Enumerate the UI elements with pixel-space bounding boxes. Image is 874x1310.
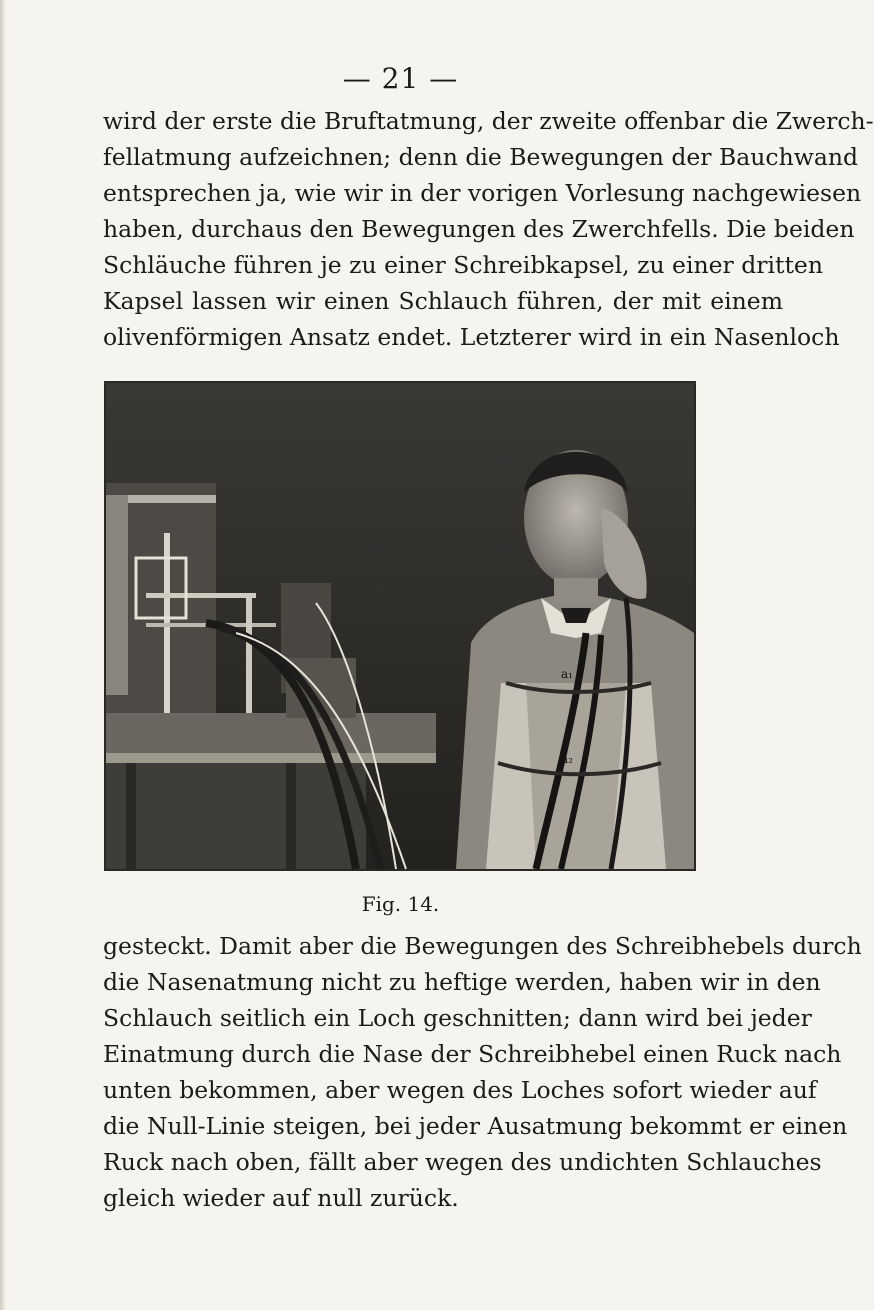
text-line: Einatmung durch die Nase der Schreibhebel einen Ruck nach xyxy=(103,1040,842,1068)
text-line: entsprechen ja, wie wir in der vorigen Vorlesung nachgewiesen xyxy=(103,179,862,207)
page-number: — 21 — xyxy=(342,62,459,95)
label-a2: a₂ xyxy=(561,752,573,766)
figure-photograph xyxy=(104,381,696,871)
text-line: fellatmung aufzeichnen; denn die Bewegungen der Bauchwand xyxy=(103,143,859,171)
text-line: Schlauch seitlich ein Loch geschnitten; dann wird bei jeder xyxy=(103,1004,812,1032)
text-line: unten bekommen, aber wegen des Loches sofort wieder auf xyxy=(103,1076,817,1104)
page-edge xyxy=(0,0,6,1310)
text-line: die Nasenatmung nicht zu heftige werden, haben wir in den xyxy=(103,968,821,996)
text-line: haben, durchaus den Bewegungen des Zwerchfells. Die beiden xyxy=(103,215,855,243)
figure-caption: Fig. 14. xyxy=(361,892,440,916)
text-line: wird der erste die Bruftatmung, der zweite offenbar die Zwerch- xyxy=(103,107,874,135)
text-line: die Null-Linie steigen, bei jeder Ausatmung bekommt er einen xyxy=(103,1112,848,1140)
label-a1: a₁ xyxy=(561,667,573,681)
text-line: gesteckt. Damit aber die Bewegungen des Schreibhebels durch xyxy=(103,932,862,960)
paragraph-bottom xyxy=(103,928,862,1216)
text-line: olivenförmigen Ansatz endet. Letzterer wird in ein Nasenloch xyxy=(103,323,840,351)
paragraph-top xyxy=(103,103,874,355)
text-line: gleich wieder auf null zurück. xyxy=(103,1184,459,1212)
photograph-subject-with-apparatus xyxy=(106,383,694,869)
text-line: Schläuche führen je zu einer Schreibkapsel, zu einer dritten xyxy=(103,251,823,279)
text-line: Ruck nach oben, fällt aber wegen des undichten Schlauches xyxy=(103,1148,822,1176)
text-line: Kapsel lassen wir einen Schlauch führen, der mit einem xyxy=(103,287,783,315)
